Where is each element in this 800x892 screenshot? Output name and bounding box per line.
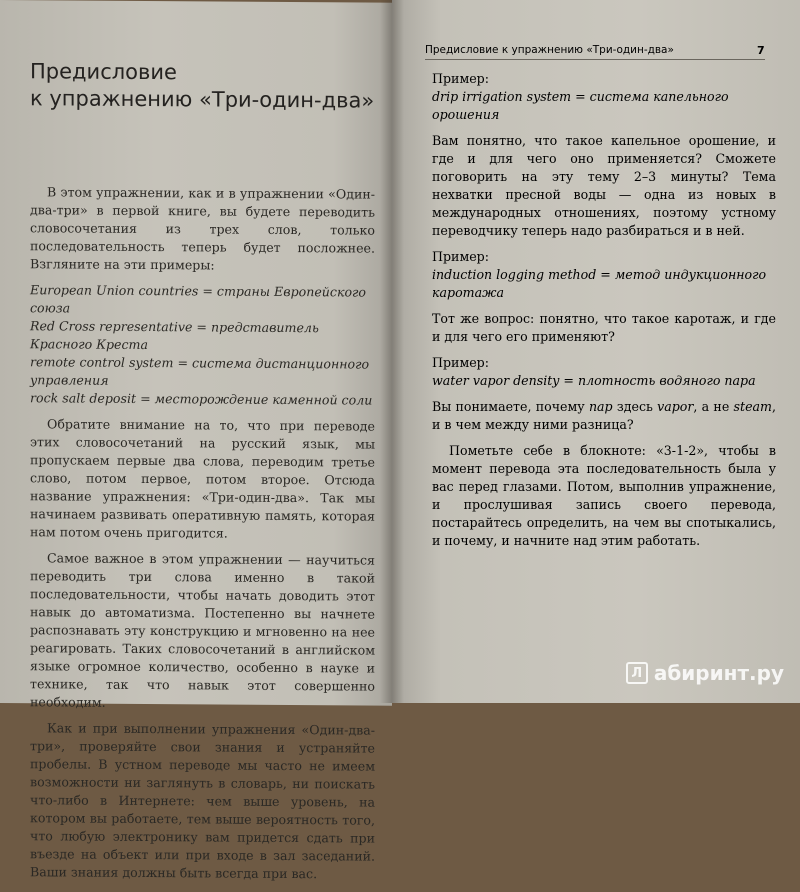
italic-term: пар	[588, 399, 613, 414]
intro-paragraph: В этом упражнении, как и в упражнении «Один-два-три» в первой книге, вы будете переводить словосочетания из трех слов, только последовательность теперь будет посложнее. Взгляните на эти примеры:	[30, 184, 375, 273]
example-label: Пример:	[432, 249, 489, 264]
text-run: , а не	[693, 399, 734, 414]
example-block	[432, 70, 776, 124]
page-number: 7	[757, 44, 765, 57]
italic-term: vapor	[657, 399, 694, 414]
right-body	[432, 70, 776, 558]
example-line: rock salt deposit = месторождение каменной соли	[30, 390, 373, 408]
paragraph: Вам понятно, что такое капельное орошение, и где и для чего оно применяется? Сможете поговорить на эту тему 2–3 минуты? Тема нехватки пресной воды — одна из новых в международных отношениях, поэтому устному переводчику теперь надо разбираться и в ней.	[432, 133, 776, 238]
example-label: Пример:	[432, 355, 489, 370]
chapter-title-line2: к упражнению «Три-один-два»	[30, 86, 375, 113]
example-line: induction logging method = метод индукционного каротажа	[432, 267, 767, 300]
paragraph: Самое важное в этом упражнении — научиться переводить три слова именно в такой последовательности, чтобы начать доводить этот навык до автоматизма. Постепенно вы начнете распознавать эту конструкцию и мгновенно на нее реагировать. Таких словосочетаний в английском языке огромное количество, особенно в науке и технике, так что навык этот совершенно необходим.	[30, 550, 375, 710]
text-run: здесь	[612, 399, 658, 414]
example-block	[432, 248, 776, 302]
example-line: water vapor density = плотность водяного пара	[432, 373, 756, 388]
text-run: Вы понимаете, почему	[432, 399, 589, 414]
italic-term: steam	[733, 399, 772, 414]
example-block	[432, 354, 776, 390]
paragraph: Тот же вопрос: понятно, что такое каротаж, и где и для чего его применяют?	[432, 311, 776, 344]
paragraph: Пометьте себе в блокноте: «3-1-2», чтобы в момент перевода эта последовательность была у вас перед глазами. Потом, выполнив упражнение, и прослушивая запись своего перевода, постарайтесь определить, на чем вы спотыкались, и почему, и начните над этим работать.	[432, 443, 776, 548]
book-gutter	[380, 0, 404, 703]
labirint-logo-icon: Л	[626, 662, 648, 684]
labirint-watermark	[626, 661, 784, 685]
paragraph: Обратите внимание на то, что при переводе этих словосочетаний на русский язык, мы пропускаем первые два слова, переводим третье слово, потом первое, потом второе. Отсюда название упражнения: «Три-один-два». Так мы начинаем развивать оперативную память, которая нам потом очень пригодится.	[30, 416, 375, 541]
example-line: European Union countries = страны Европейского союза	[30, 282, 366, 316]
running-head: Предисловие к упражнению «Три-один-два»	[425, 44, 765, 60]
watermark-text: абиринт.ру	[653, 661, 784, 685]
chapter-title-line1: Предисловие	[30, 59, 177, 85]
paragraph: Как и при выполнении упражнения «Один-два-три», проверяйте свои знания и устраняйте пробелы. В устном переводе мы часто не имеем возможности ни заглянуть в словарь, ни поискать что-либо в Интернете: чем выше уровень, на котором вы работаете, тем выше вероятность того, что любую электронику вам придется сдать при въезде на объект или при входе в зал заседаний. Ваши знания должны быть всегда при вас.	[30, 720, 375, 882]
left-page	[0, 0, 392, 882]
example-line: drip irrigation system = система капельного орошения	[432, 89, 729, 122]
left-body	[30, 183, 375, 891]
text-run: , и в чем между ними разница?	[432, 399, 776, 432]
examples-list	[30, 281, 375, 409]
example-label: Пример:	[432, 71, 489, 86]
example-line: remote control system = система дистанционного управления	[30, 354, 370, 388]
example-line: Red Cross representative = представитель Красного Креста	[30, 318, 319, 353]
paragraph	[432, 398, 776, 434]
chapter-title	[30, 58, 374, 114]
